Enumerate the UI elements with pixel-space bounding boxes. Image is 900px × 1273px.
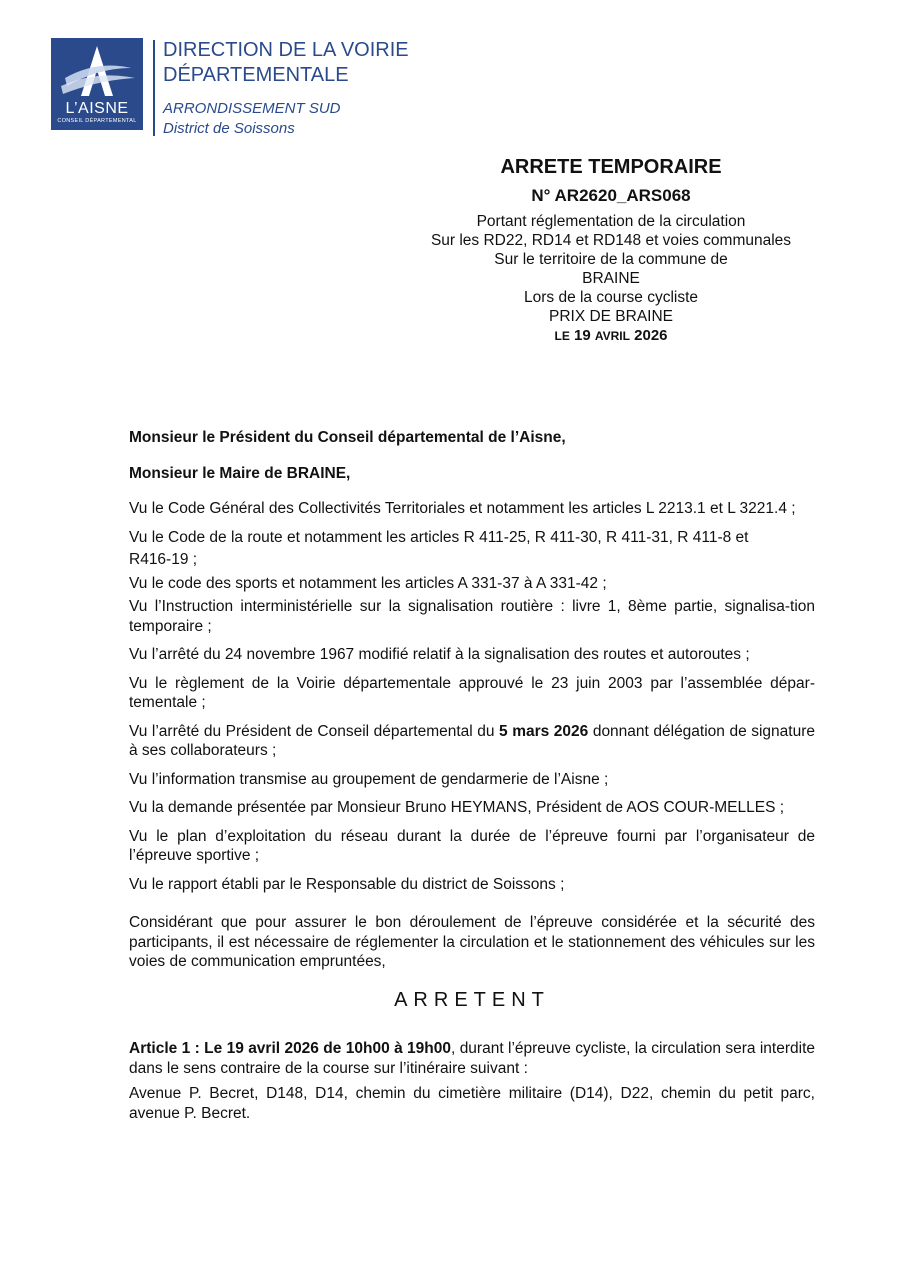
header-divider: [153, 40, 155, 136]
org-line-2: DÉPARTEMENTALE: [163, 64, 349, 86]
document-title: ARRETE TEMPORAIRE: [500, 156, 722, 178]
vu-cgct: Vu le Code Général des Collectivités Territoriales et notamment les articles L 2213.1 et L 3221.4 ;: [129, 500, 796, 517]
vu-instruction: Vu l’Instruction interministérielle sur la signalisation routière : livre 1, 8ème partie, signalisa-tion temporaire ;: [129, 598, 815, 635]
org-line-1: DIRECTION DE LA VOIRIE: [163, 39, 409, 61]
addressee-maire: Monsieur le Maire de BRAINE,: [129, 464, 351, 482]
title-line: BRAINE: [582, 270, 640, 287]
district: District de Soissons: [163, 120, 295, 137]
article-1-heading: Article 1 : Le 19 avril 2026 de 10h00 à 19h00: [129, 1040, 452, 1057]
event-date: [411, 326, 811, 346]
title-line: Portant réglementation de la circulation: [476, 213, 746, 230]
title-block: [411, 154, 811, 346]
arrondissement: ARRONDISSEMENT SUD: [163, 100, 341, 117]
vu-plan-exploitation: Vu le plan d’exploitation du réseau durant la durée de l’épreuve fourni par l’organisateur de l’épreuve sportive ;: [129, 827, 815, 864]
vu-demande: Vu la demande présentée par Monsieur Bruno HEYMANS, Président de AOS COUR-MELLES ;: [129, 799, 785, 816]
aisne-logo: [51, 38, 143, 130]
delegation-date: 5 mars 2026: [499, 722, 589, 740]
vu-arrete-1967: Vu l’arrêté du 24 novembre 1967 modifié relatif à la signalisation des routes et autoroutes ;: [129, 646, 750, 663]
logo-name: L’AISNE: [65, 100, 129, 117]
vu-reglement-voirie: Vu le règlement de la Voirie départementale approuvé le 23 juin 2003 par l’assemblée dépar-tementale ;: [129, 674, 815, 711]
itinerary: Avenue P. Becret, D148, D14, chemin du cimetière militaire (D14), D22, chemin du petit parc, avenue P. Becret.: [129, 1085, 815, 1122]
article-1-text: , durant l’épreuve cycliste, la circulation sera interdite dans le sens contraire de la course sur l’itinéraire suivant :: [129, 1040, 816, 1077]
considerant: Considérant que pour assurer le bon déroulement de l’épreuve considérée et la sécurité des participants, il est nécessaire de réglementer la circulation et le stationnement des véhicules sur les voies de communication empruntées,: [129, 914, 815, 970]
title-line: Sur les RD22, RD14 et RD148 et voies communales: [430, 232, 792, 249]
addressee-president: Monsieur le Président du Conseil départemental de l’Aisne,: [129, 429, 566, 446]
vu-code-route-cont: R416-19 ;: [129, 551, 198, 568]
document-body: [129, 428, 815, 1123]
date-prefix: LE: [554, 329, 570, 343]
title-line: Sur le territoire de la commune de: [494, 251, 728, 268]
vu-arrete-delegation: [129, 722, 815, 761]
vu-delegation-text-end: donnant délégation de signature à ses collaborateurs ;: [129, 722, 815, 759]
vu-code-route: Vu le Code de la route et notamment les articles R 411-25, R 411-30, R 411-31, R 411-8 et: [129, 528, 749, 546]
title-line: PRIX DE BRAINE: [548, 308, 674, 325]
vu-code-sports: Vu le code des sports et notamment les articles A 331-37 à A 331-42 ;: [129, 574, 607, 592]
logo-subtitle: CONSEIL DÉPARTEMENTAL: [57, 118, 137, 124]
date-month: AVRIL: [594, 329, 630, 343]
vu-gendarmerie: Vu l’information transmise au groupement de gendarmerie de l’Aisne ;: [129, 770, 609, 788]
document-number: N° AR2620_ARS068: [531, 186, 691, 205]
date-year: 2026: [634, 327, 668, 344]
arretent-heading: ARRETENT: [394, 988, 550, 1011]
vu-delegation-text: Vu l’arrêté du Président de Conseil départemental du: [129, 722, 500, 740]
vu-rapport: Vu le rapport établi par le Responsable du district de Soissons ;: [129, 875, 565, 893]
date-day: 19: [574, 327, 591, 344]
article-1: [129, 1039, 815, 1078]
title-line: Lors de la course cycliste: [523, 289, 699, 306]
